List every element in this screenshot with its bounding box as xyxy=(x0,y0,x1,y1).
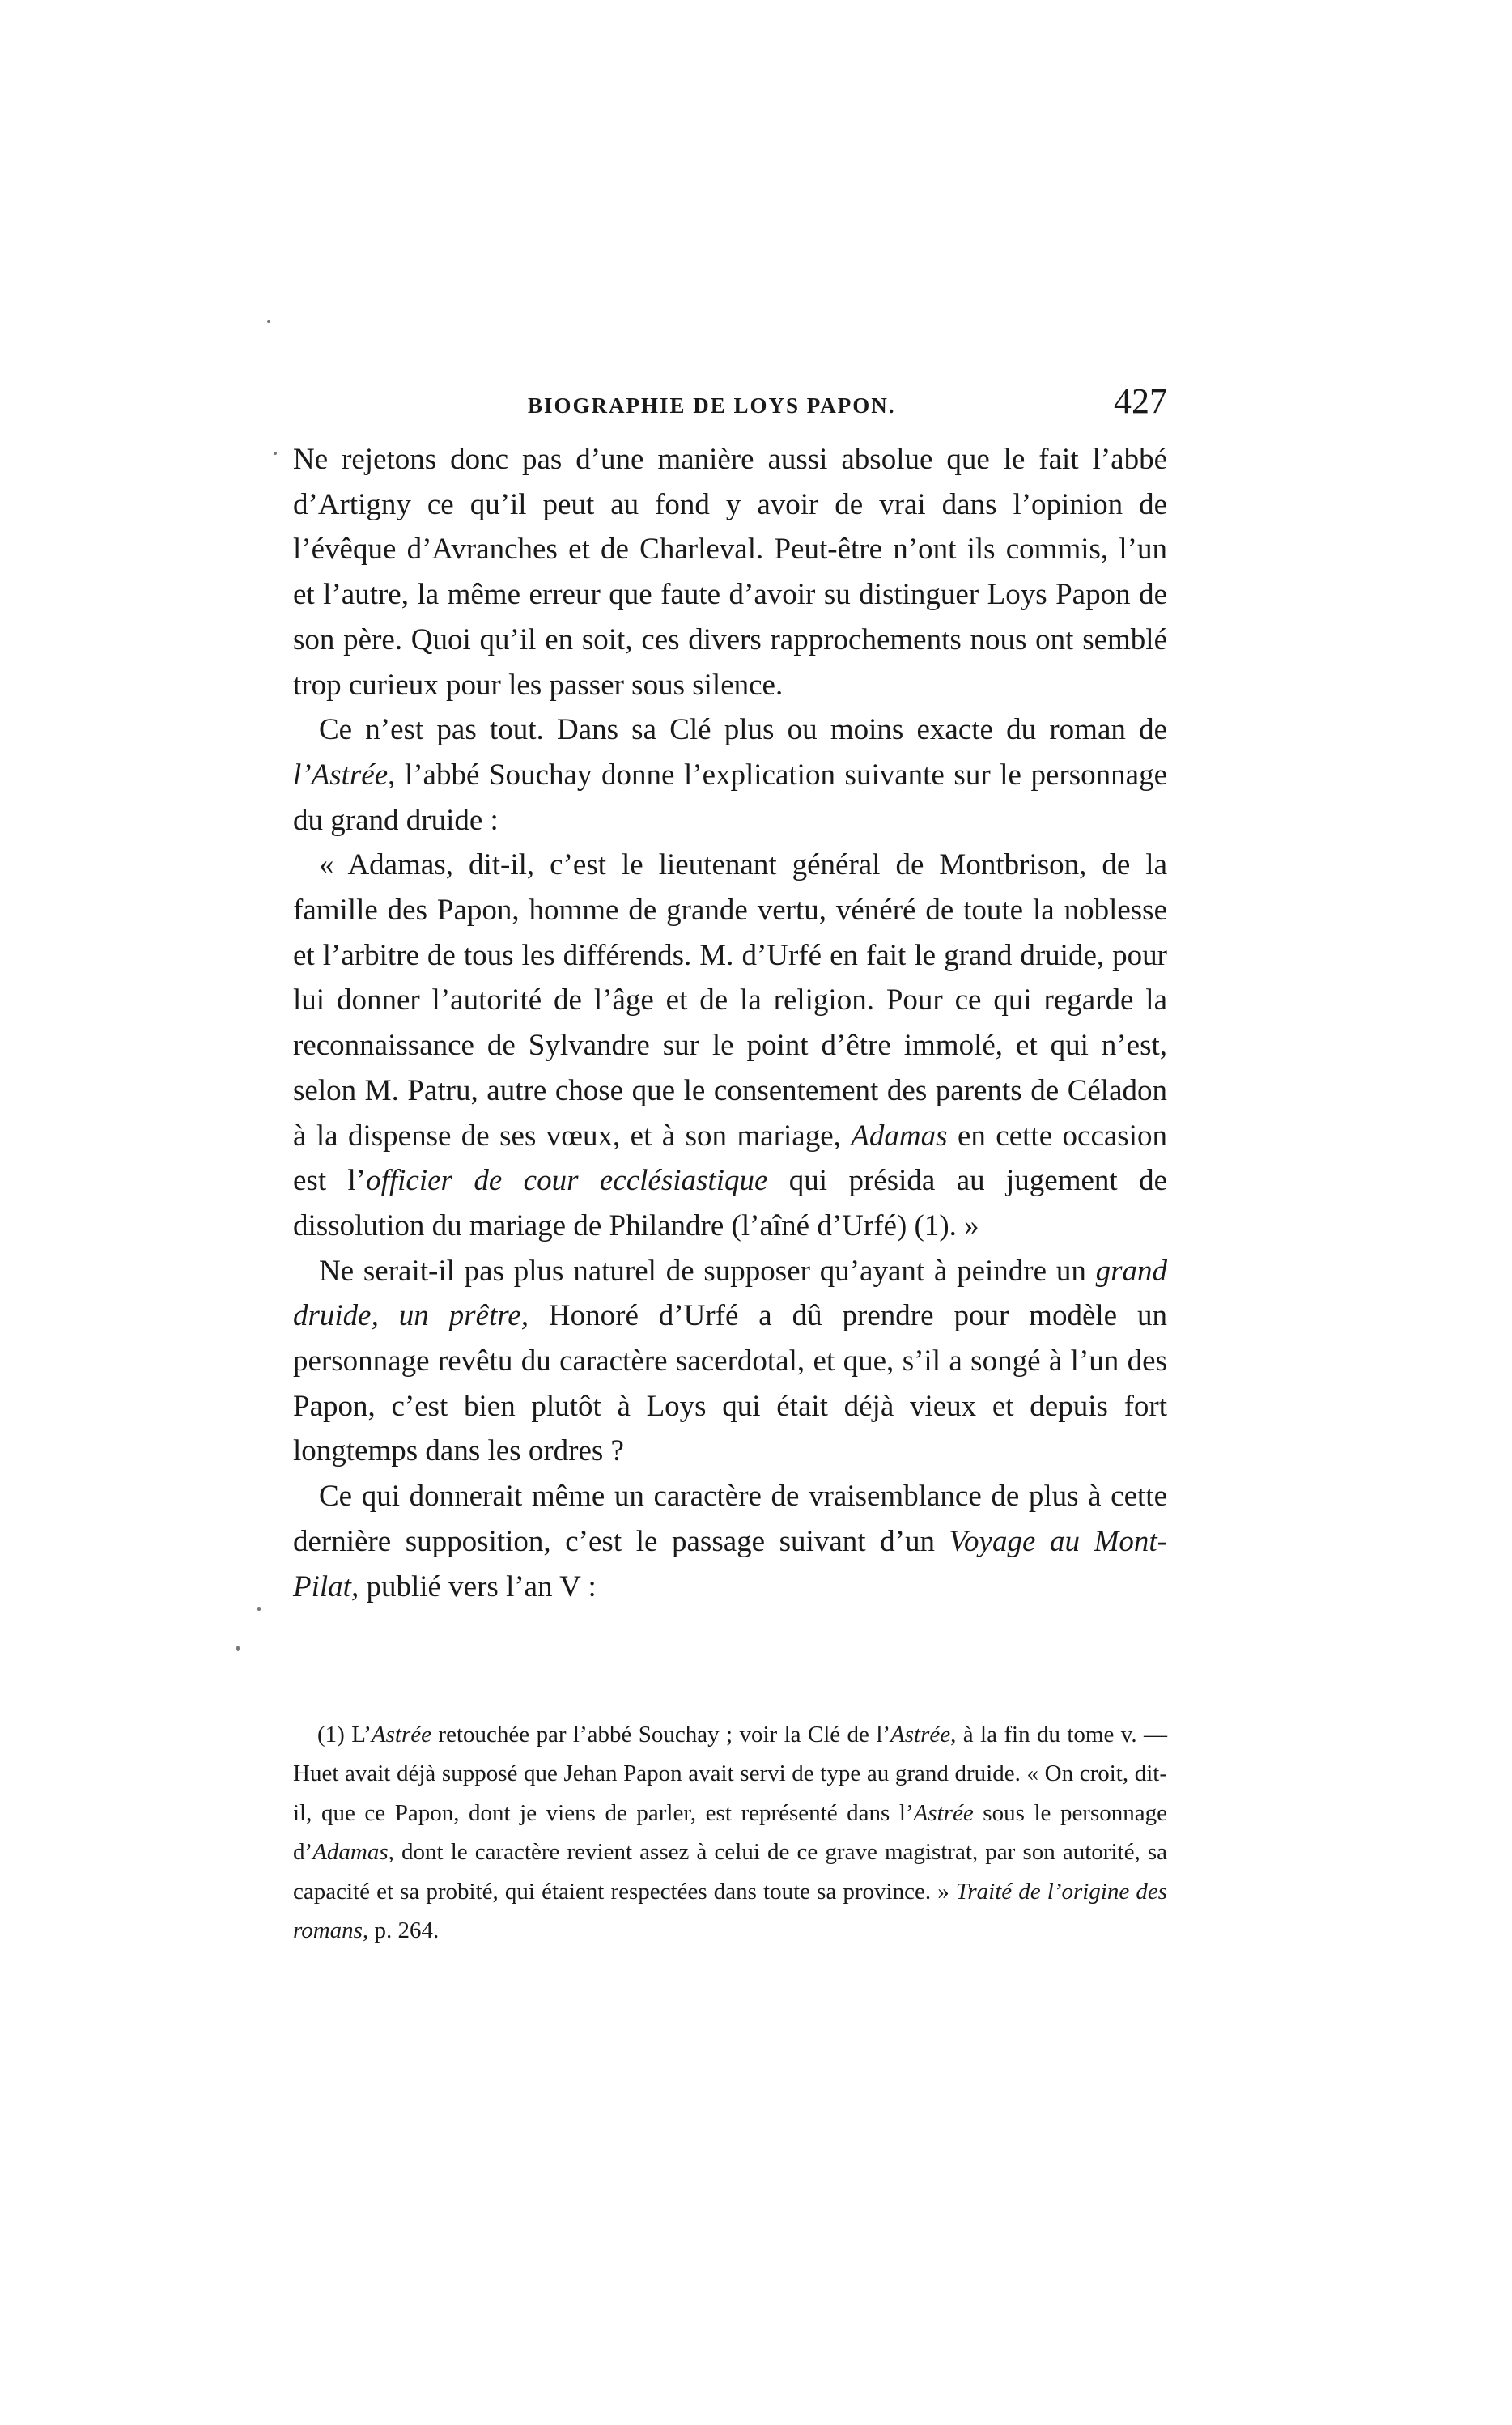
paragraph-5-text: Ce qui donnerait même un caractère de vraisemblance de plus à cette dernière supposition, c’est le passage suivant d’un xyxy=(293,1480,1167,1558)
page-number: 427 xyxy=(1114,381,1167,421)
paragraph-4-rest: Honoré d’Urfé a dû prendre pour modèle un personnage revêtu du caractère sacerdotal, et que, s’il a songé à l’un des Papon, c’est bien plutôt à Loys qui était déjà vieux et depuis fort longtemps dans les ordres ? xyxy=(293,1299,1167,1468)
page-header xyxy=(293,380,1167,429)
scan-speck xyxy=(257,1607,261,1611)
fn-text-4: , dont le caractère revient assez à celui de ce grave magistrat, par son autorité, sa capacité et sa probité, qui étaient respectées dans toute sa province. » xyxy=(293,1839,1167,1905)
officier-phrase: officier de cour ecclésiastique xyxy=(366,1164,768,1198)
voyage-title: Voyage au Mont-Pilat, xyxy=(293,1524,1167,1603)
fn-text-3: sous le personnage d’ xyxy=(293,1799,1167,1866)
paragraph-3-end: qui présida au jugement de dissolution du mariage de Philandre (l’aîné d’Urfé) (1). » xyxy=(293,1164,1168,1242)
fn-adamas: Adamas xyxy=(312,1839,389,1866)
fn-text-5: , p. 264. xyxy=(362,1917,440,1944)
scan-speck xyxy=(274,452,277,455)
fn-text-2: , à la fin du tome v. — Huet avait déjà supposé que Jehan Papon avait servi de type au grand druide. « On croit, dit-il, que ce Papon, dont je viens de parler, est représenté dans l’ xyxy=(293,1722,1167,1826)
paragraph-5 xyxy=(293,1474,1167,1609)
paragraph-4 xyxy=(293,1249,1167,1475)
paragraph-2-text: Ce n’est pas tout. Dans sa Clé plus ou moins exacte du roman de xyxy=(319,713,1167,747)
paragraph-2-rest: , l’abbé Souchay donne l’explication suivante sur le personnage du grand druide : xyxy=(293,758,1167,837)
scan-speck xyxy=(236,1646,240,1651)
paragraph-4-text: Ne serait-il pas plus naturel de supposer qu’ayant à peindre un xyxy=(319,1254,1096,1288)
footnote-1 xyxy=(293,1715,1167,1950)
paragraph-2 xyxy=(293,707,1167,843)
fn-astree-2: Astrée xyxy=(890,1722,951,1748)
paragraph-3-text: « Adamas, dit-il, c’est le lieutenant général de Montbrison, de la famille des Papon, homme de grande vertu, vénéré de toute la noblesse et l’arbitre de tous les différends. M. d’Urfé en fait le grand druide, pour lui donner l’autorité de l’âge et de la religion. Pour ce qui regarde la reconnaissance de Sylvandre sur le point d’être immolé, et qui n’est, selon M. Patru, autre chose que le consentement des parents de Céladon à la dispense de ses vœux, et à son mariage, xyxy=(293,848,1167,1153)
paragraph-1 xyxy=(293,437,1167,707)
paragraph-3 xyxy=(293,843,1167,1248)
footnote xyxy=(293,1715,1167,1950)
adamas-name: Adamas xyxy=(851,1119,948,1153)
paragraph-1-text: Ne rejetons donc pas d’une manière aussi absolue que le fait l’abbé d’Artigny ce qu’il peut au fond y avoir de vrai dans l’opinion de l’évêque d’Avranches et de Charleval. Peut-être n’ont ils commis, l’un et l’autre, la même erreur que faute d’avoir su distinguer Loys Papon de son père. Quoi qu’il en soit, ces divers rapprochements nous ont semblé trop curieux pour les passer sous silence. xyxy=(293,443,1167,702)
paragraph-5-rest: publié vers l’an V : xyxy=(359,1569,597,1603)
main-text xyxy=(293,437,1167,1609)
fn-astree-3: Astrée xyxy=(913,1799,974,1826)
fn-text-1: retouchée par l’abbé Souchay ; voir la Clé de l’ xyxy=(431,1722,891,1748)
footnote-marker: (1) L’ xyxy=(317,1722,372,1748)
paragraph-3-mid: en cette occasion est l’ xyxy=(293,1119,1167,1198)
scan-speck xyxy=(267,320,270,323)
fn-traite-title: Traité de l’origine des romans xyxy=(293,1878,1167,1944)
running-title: BIOGRAPHIE DE LOYS PAPON. xyxy=(528,393,896,418)
grand-druide-phrase: grand druide, un prêtre, xyxy=(293,1254,1167,1333)
astree-title: l’Astrée xyxy=(293,758,389,792)
fn-astree-1: Astrée xyxy=(371,1722,432,1748)
